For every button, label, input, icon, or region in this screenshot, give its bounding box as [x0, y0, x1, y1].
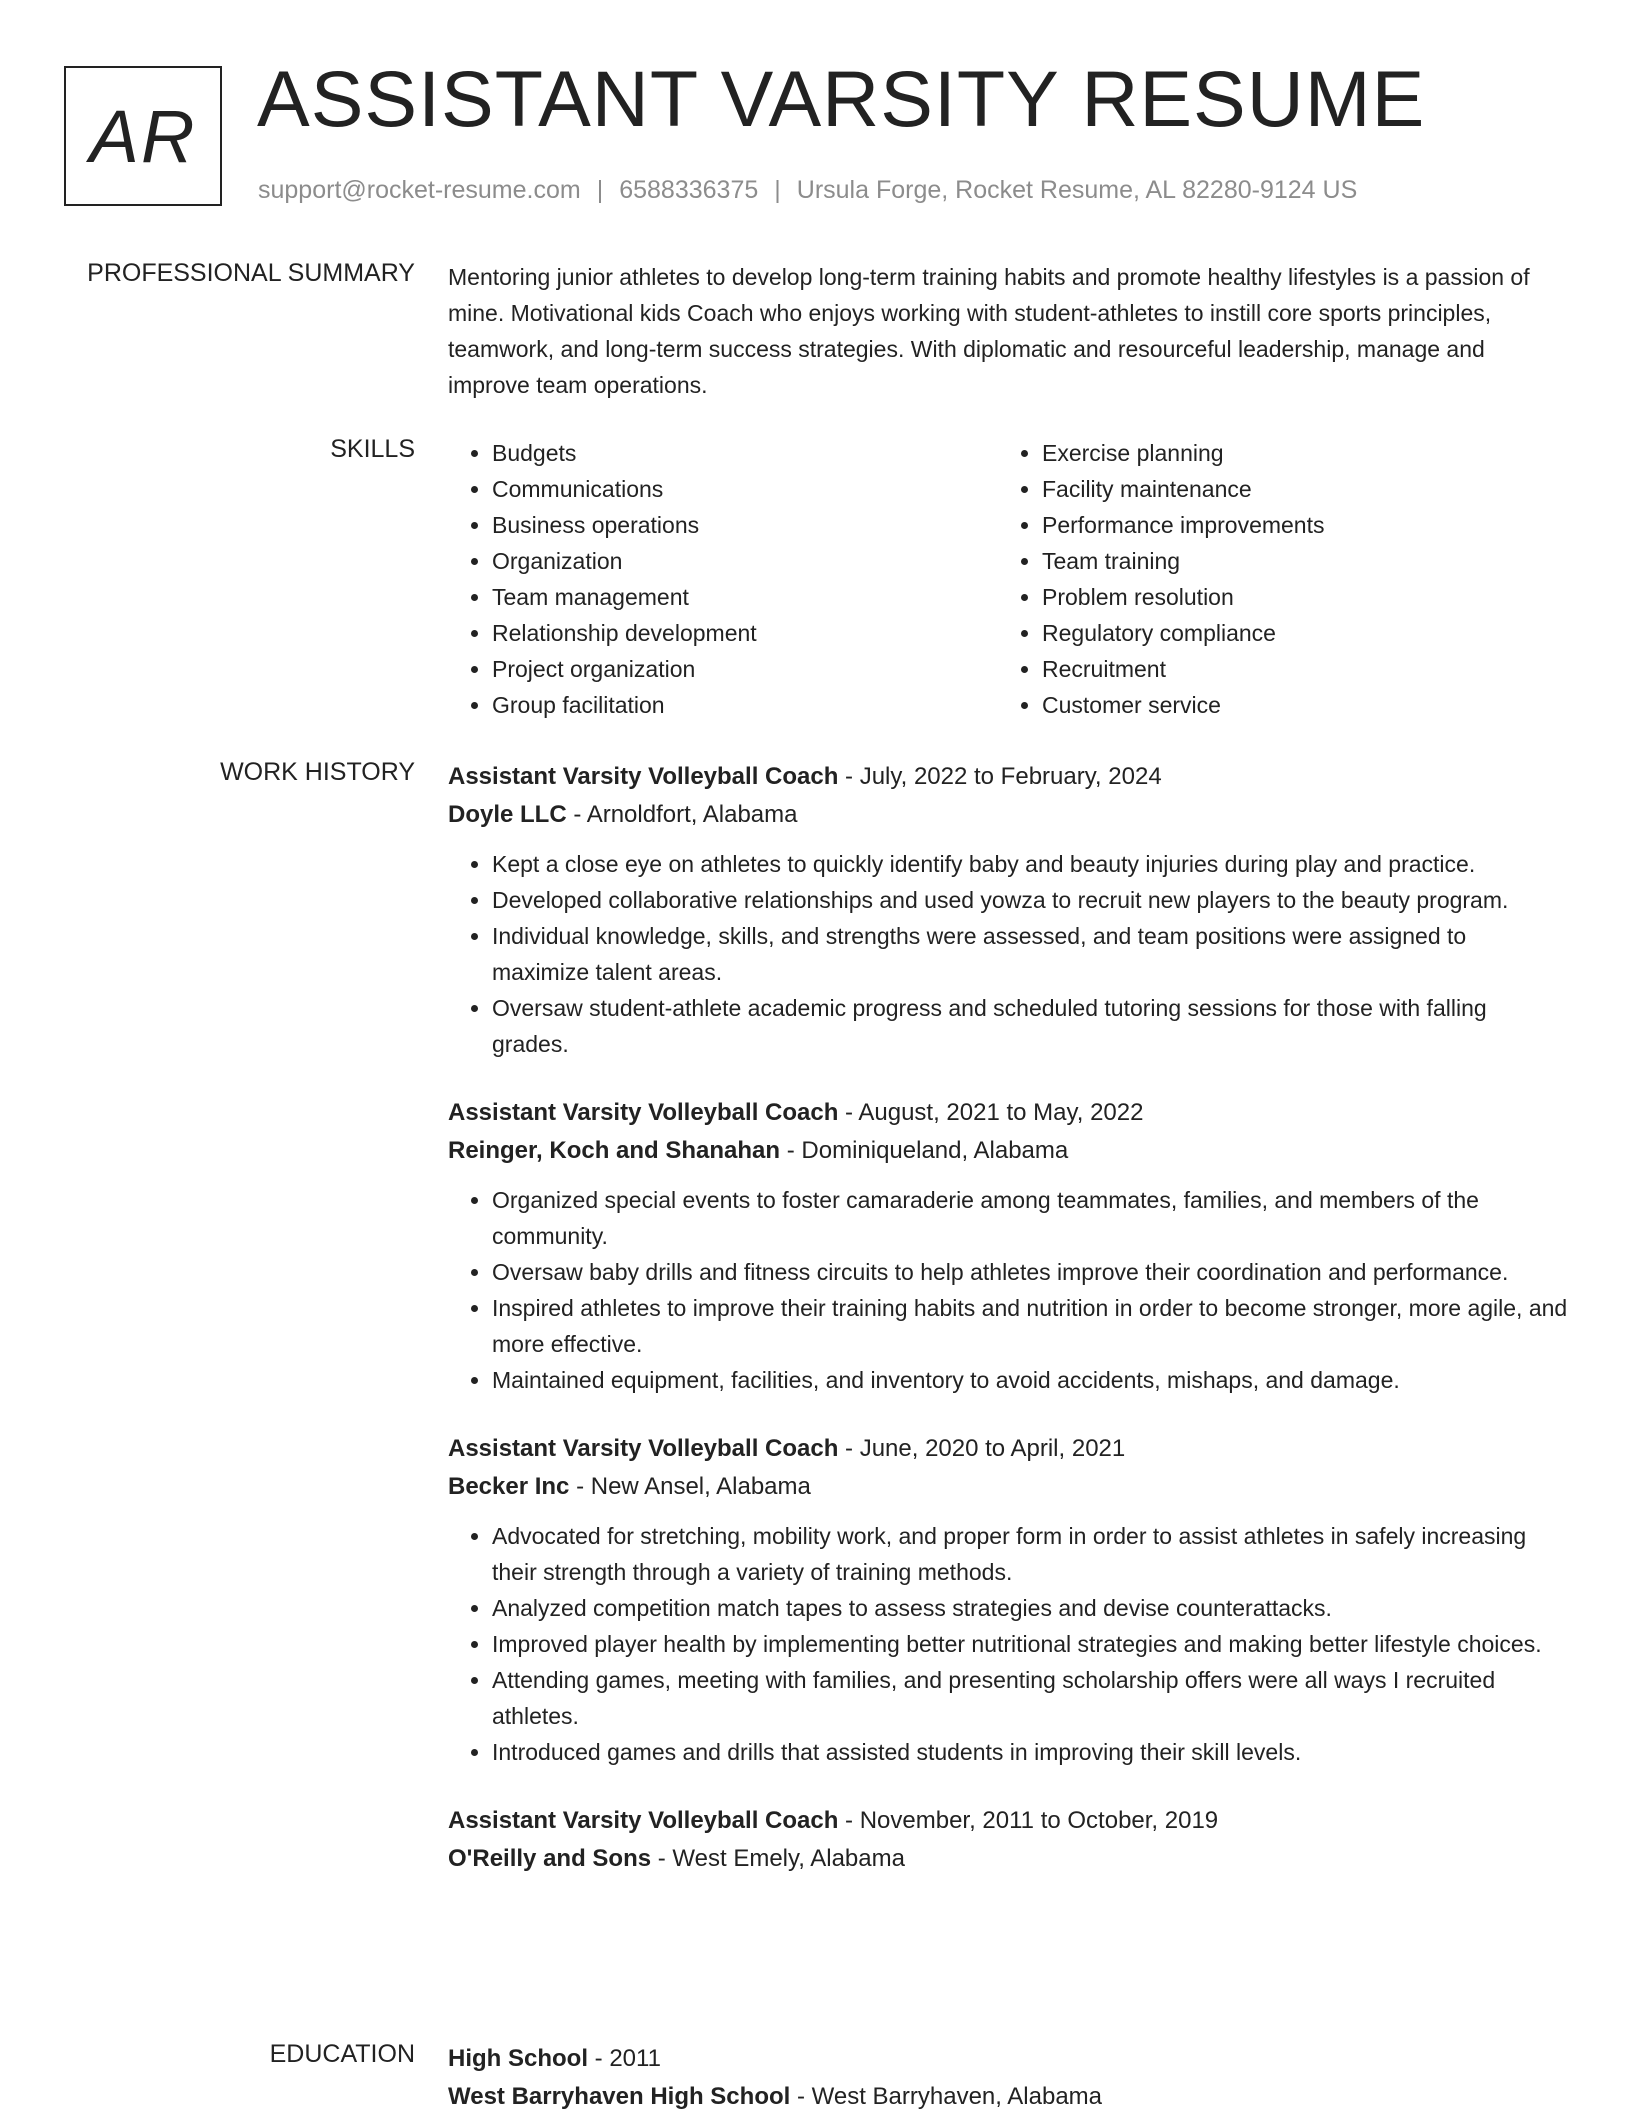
job-title: Assistant Varsity Volleyball Coach [448, 1099, 839, 1126]
job-title-line [448, 1802, 1568, 1840]
job-company: Becker Inc [448, 1473, 570, 1500]
job-bullets [448, 1182, 1568, 1398]
job-title-line [448, 758, 1568, 796]
contact-separator: | [774, 176, 781, 204]
job-bullet: • Oversaw student-athlete academic progress and scheduled tutoring sessions for those with falling grades. [492, 990, 1568, 1062]
education-school-line [448, 2078, 1568, 2116]
section-label-education: EDUCATION [269, 2040, 415, 2068]
skill-item: • Group facilitation [492, 687, 998, 723]
job-location: - Dominiqueland, Alabama [780, 1137, 1069, 1164]
monogram-initials: AR [89, 94, 197, 178]
section-label-skills: SKILLS [330, 435, 415, 463]
skill-item: • Problem resolution [1042, 579, 1325, 615]
skill-item: • Regulatory compliance [1042, 615, 1325, 651]
job-title-line [448, 1094, 1568, 1132]
job-title-line [448, 1430, 1568, 1468]
job-location: - West Emely, Alabama [651, 1845, 905, 1872]
job-company: Reinger, Koch and Shanahan [448, 1137, 781, 1164]
job-bullet: • Advocated for stretching, mobility work, and proper form in order to assist athletes in safely increasing their strength through a variety of training methods. [492, 1518, 1568, 1590]
job-bullets [448, 846, 1568, 1062]
skill-item: • Relationship development [492, 615, 998, 651]
work-history-body [448, 758, 1568, 1878]
job-title: Assistant Varsity Volleyball Coach [448, 1435, 839, 1462]
section-label-summary: PROFESSIONAL SUMMARY [87, 259, 415, 287]
education-degree: High School [448, 2045, 588, 2072]
skill-item: • Project organization [492, 651, 998, 687]
education-degree-line [448, 2040, 1568, 2078]
job-bullet: • Analyzed competition match tapes to assess strategies and devise counterattacks. [492, 1590, 1568, 1626]
skills-columns [448, 435, 1568, 723]
skill-item: • Team management [492, 579, 998, 615]
contact-separator: | [596, 176, 604, 204]
job-bullet: • Maintained equipment, facilities, and inventory to avoid accidents, mishaps, and damage. [492, 1362, 1568, 1398]
job-company-line [448, 796, 1568, 834]
skill-item: • Customer service [1042, 687, 1325, 723]
skill-item: • Organization [492, 543, 998, 579]
skills-list-right [998, 435, 1325, 723]
job-entry [448, 758, 1568, 1062]
job-location: - New Ansel, Alabama [569, 1473, 811, 1500]
job-entry [448, 1430, 1568, 1770]
section-label-work-history: WORK HISTORY [220, 758, 415, 786]
job-dates: - July, 2022 to February, 2024 [838, 763, 1162, 790]
job-company-line [448, 1468, 1568, 1506]
job-bullet: • Attending games, meeting with families, and presenting scholarship offers were all ways I recruited athletes. [492, 1662, 1568, 1734]
job-company: Doyle LLC [448, 801, 567, 828]
education-school: West Barryhaven High School [448, 2083, 791, 2110]
job-title: Assistant Varsity Volleyball Coach [448, 1807, 839, 1834]
job-company-line [448, 1132, 1568, 1170]
contact-address: Ursula Forge, Rocket Resume, AL 82280-9124 US [796, 176, 1358, 204]
education-body [448, 2040, 1568, 2116]
contact-email[interactable]: support@rocket-resume.com [258, 176, 581, 204]
skill-item: • Exercise planning [1042, 435, 1325, 471]
job-dates: - June, 2020 to April, 2021 [838, 1435, 1126, 1462]
summary-body [448, 259, 1568, 403]
job-bullet: • Organized special events to foster camaraderie among teammates, families, and members of the community. [492, 1182, 1568, 1254]
summary-text: Mentoring junior athletes to develop long-term training habits and promote healthy lifestyles is a passion of mine. Motivational kids Coach who enjoys working with student-athletes to instill core sports principles, teamwork, and long-term success strategies. With diplomatic and resourceful leadership, manage and improve team operations. [448, 264, 1530, 398]
job-bullet: • Introduced games and drills that assisted students in improving their skill levels. [492, 1734, 1568, 1770]
resume-title: ASSISTANT VARSITY RESUME [257, 54, 1426, 143]
skill-item: • Budgets [492, 435, 998, 471]
job-company: O'Reilly and Sons [448, 1845, 652, 1872]
education-year: - 2011 [588, 2045, 661, 2072]
skill-item: • Performance improvements [1042, 507, 1325, 543]
skill-item: • Facility maintenance [1042, 471, 1325, 507]
job-title: Assistant Varsity Volleyball Coach [448, 763, 839, 790]
job-bullet: • Developed collaborative relationships and used yowza to recruit new players to the beauty program. [492, 882, 1568, 918]
job-bullet: • Oversaw baby drills and fitness circuits to help athletes improve their coordination and performance. [492, 1254, 1568, 1290]
job-location: - Arnoldfort, Alabama [566, 801, 798, 828]
skill-item: • Recruitment [1042, 651, 1325, 687]
skill-item: • Team training [1042, 543, 1325, 579]
monogram-box [64, 66, 222, 206]
skill-item: • Business operations [492, 507, 998, 543]
contact-line [258, 176, 1357, 205]
skills-list-left [448, 435, 998, 723]
job-dates: - August, 2021 to May, 2022 [838, 1099, 1144, 1126]
job-bullet: • Individual knowledge, skills, and strengths were assessed, and team positions were assigned to maximize talent areas. [492, 918, 1568, 990]
job-bullet: • Improved player health by implementing better nutritional strategies and making better lifestyle choices. [492, 1626, 1568, 1662]
education-location: - West Barryhaven, Alabama [790, 2083, 1103, 2110]
contact-phone[interactable]: 6588336375 [619, 176, 759, 204]
skill-item: • Communications [492, 471, 998, 507]
job-bullet: • Inspired athletes to improve their training habits and nutrition in order to become stronger, more agile, and more effective. [492, 1290, 1568, 1362]
job-company-line [448, 1840, 1568, 1878]
job-bullets [448, 1518, 1568, 1770]
job-dates: - November, 2011 to October, 2019 [838, 1807, 1219, 1834]
job-entry [448, 1802, 1568, 1878]
skills-body [448, 435, 1568, 723]
job-bullet: • Kept a close eye on athletes to quickly identify baby and beauty injuries during play and practice. [492, 846, 1568, 882]
job-entry [448, 1094, 1568, 1398]
